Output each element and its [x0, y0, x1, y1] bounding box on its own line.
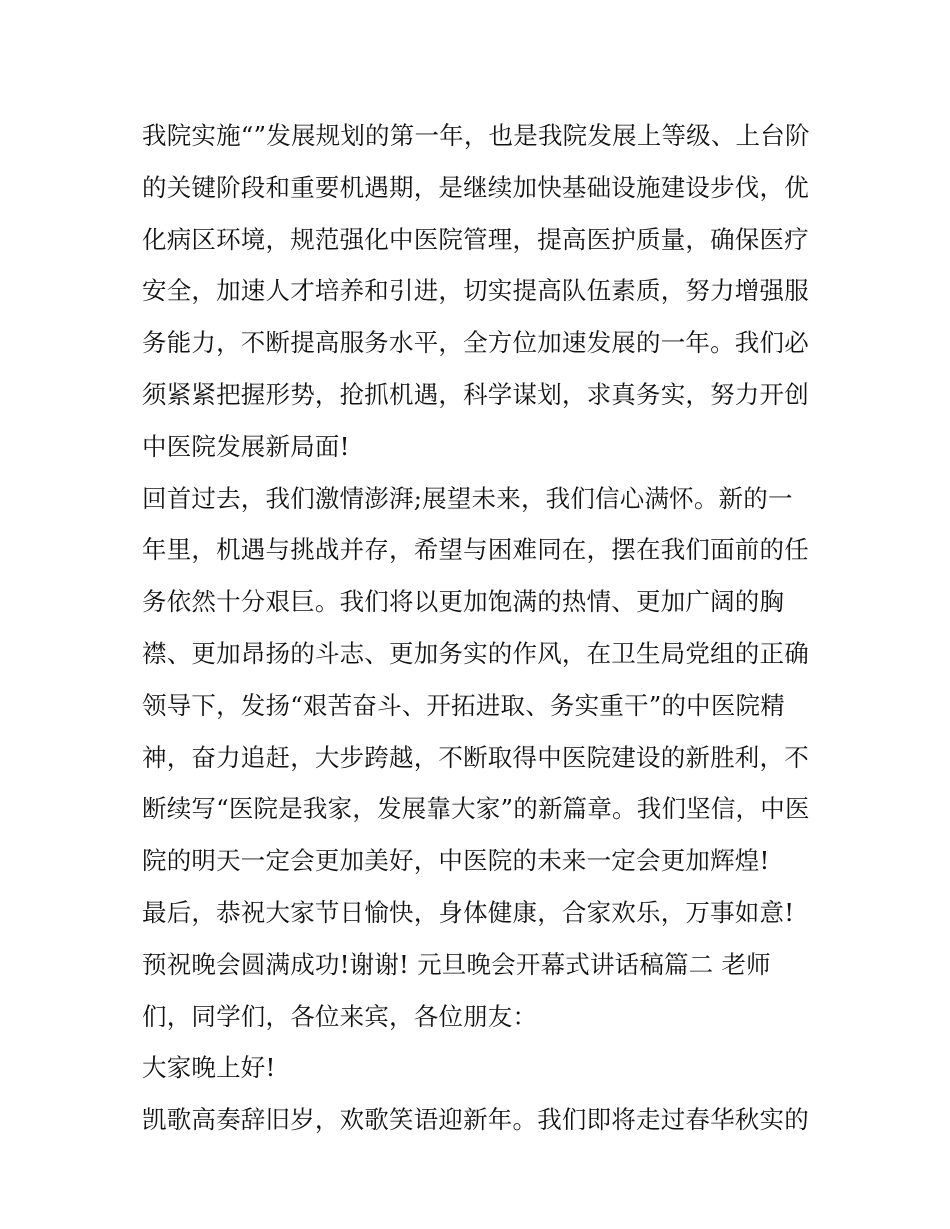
text-line: 预祝晚会圆满成功!谢谢! 元旦晚会开幕式讲话稿篇二 老师 — [142, 949, 771, 979]
text-line: 安全，加速人才培养和引进，切实提高队伍素质，努力增强服 — [142, 276, 809, 306]
document-body — [142, 110, 822, 1146]
text-line: 务依然十分艰巨。我们将以更加饱满的热情、更加广阔的胸 — [142, 587, 785, 617]
text-line: 凯歌高奏辞旧岁，欢歌笑语迎新年。我们即将走过春华秋实的 — [142, 1105, 809, 1135]
text-line: 院的明天一定会更加美好，中医院的未来一定会更加辉煌! — [142, 846, 770, 876]
text-line: 大家晚上好! — [142, 1053, 276, 1083]
text-line: 的关键阶段和重要机遇期，是继续加快基础设施建设步伐，优 — [142, 172, 809, 202]
text-line: 回首过去，我们激情澎湃;展望未来，我们信心满怀。新的一 — [142, 483, 793, 513]
text-line: 们，同学们，各位来宾，各位朋友： — [142, 1001, 538, 1031]
text-line: 领导下，发扬“艰苦奋斗、开拓进取、务实重干”的中医院精 — [142, 690, 785, 720]
text-line: 神，奋力追赶，大步跨越，不断取得中医院建设的新胜利，不 — [142, 742, 809, 772]
text-line: 化病区环境，规范强化中医院管理，提高医护质量，确保医疗 — [142, 224, 809, 254]
text-line: 我院实施“”发展规划的第一年，也是我院发展上等级、上台阶 — [142, 121, 810, 150]
text-line: 务能力，不断提高服务水平，全方位加速发展的一年。我们必 — [142, 328, 809, 358]
text-line: 襟、更加昂扬的斗志、更加务实的作风，在卫生局党组的正确 — [142, 638, 809, 668]
text-line: 断续写“医院是我家，发展靠大家”的新篇章。我们坚信，中医 — [142, 794, 810, 824]
text-line: 年里，机遇与挑战并存，希望与困难同在，摆在我们面前的任 — [142, 535, 809, 565]
text-line: 中医院发展新局面! — [142, 431, 350, 461]
text-line: 最后，恭祝大家节日愉快，身体健康，合家欢乐，万事如意! — [142, 897, 795, 927]
text-line: 须紧紧把握形势，抢抓机遇，科学谋划，求真务实，努力开创 — [142, 379, 809, 409]
